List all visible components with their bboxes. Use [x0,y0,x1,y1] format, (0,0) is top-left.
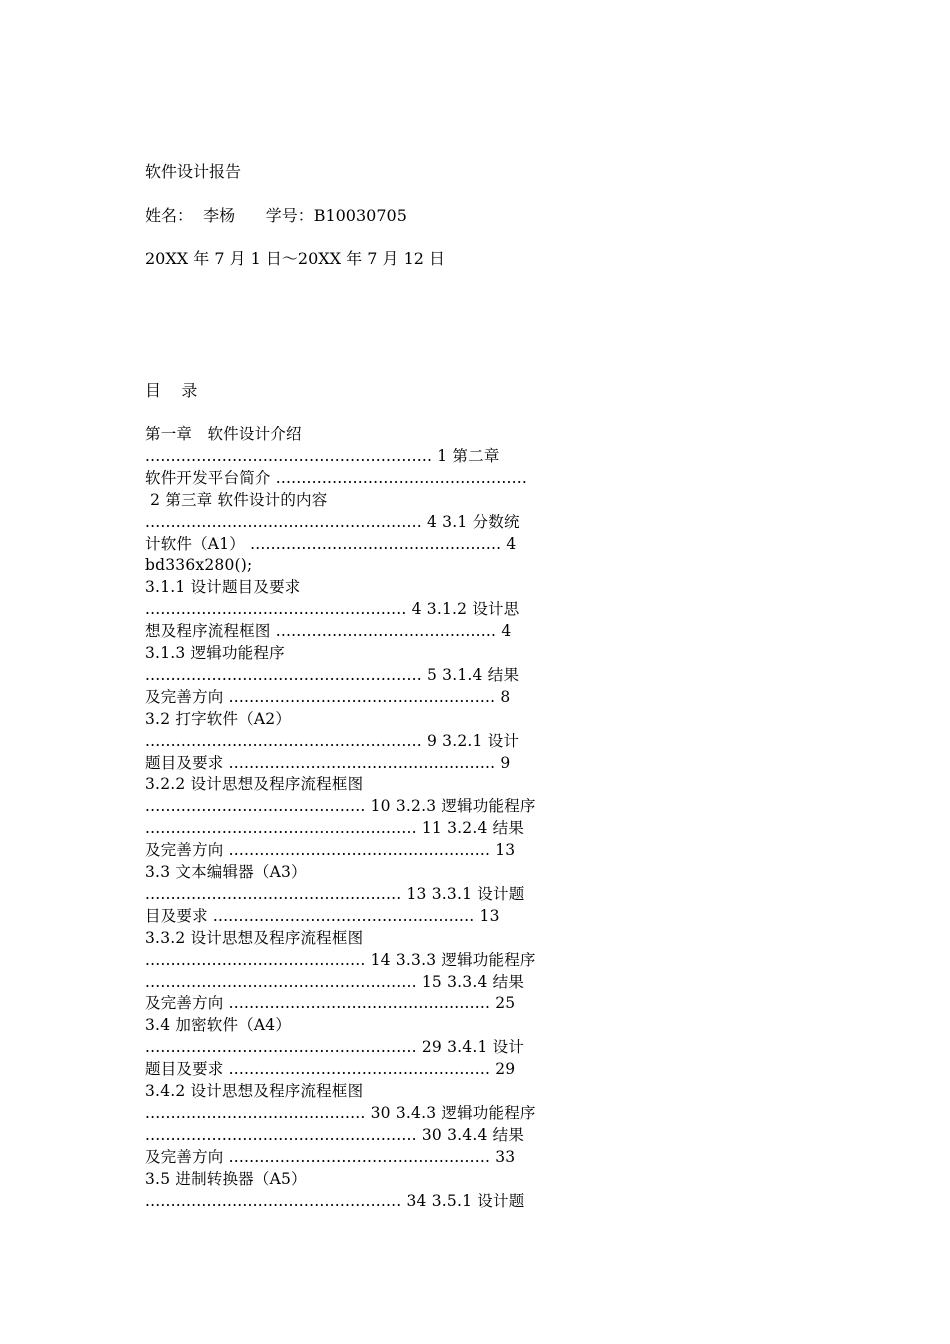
toc-line: 目及要求 ................................................... 13 [145,906,500,925]
toc-line: 3.2.2 设计思想及程序流程框图 [145,775,364,794]
toc-line: ..................................................... 30 3.4.4 结果 [145,1125,525,1144]
toc-line: 3.4 加密软件（A4） [145,1016,292,1035]
toc-line: 2 第三章 软件设计的内容 [145,490,328,509]
student-info-line: 姓名： 李杨 学号：B10030705 [145,206,407,225]
toc-line: 及完善方向 ................................................... 13 [145,841,516,860]
toc-line: ........................................... 14 3.3.3 逻辑功能程序 [145,950,536,969]
toc-line: 及完善方向 ................................................... 25 [145,994,516,1013]
toc-line: 第一章 软件设计介绍 [145,425,302,443]
toc-line: 3.1.3 逻辑功能程序 [145,644,285,662]
toc-line: 题目及要求 ................................................... 29 [145,1060,516,1079]
toc-heading: 目 录 [145,381,198,400]
toc-line: .................................................. 34 3.5.1 设计题 [145,1191,525,1210]
toc-line: 软件开发平台简介 ................................................. [145,468,527,487]
toc-line: ..................................................... 29 3.4.1 设计 [145,1038,525,1057]
toc-line: 计软件（A1） ................................................. 4 [145,534,517,553]
toc-line: bd336x280(); [145,556,253,575]
toc-line: 及完善方向 .................................................... 8 [145,687,511,706]
toc-line: ........................................... 10 3.2.3 逻辑功能程序 [145,797,536,816]
toc-line: 题目及要求 .................................................... 9 [145,753,511,772]
toc-line: 想及程序流程框图 ........................................... 4 [145,622,512,641]
toc-line: 3.4.2 设计思想及程序流程框图 [145,1082,364,1100]
toc-line: ..................................................... 15 3.3.4 结果 [145,972,525,991]
toc-line: 3.3 文本编辑器（A3） [145,863,307,881]
report-title: 软件设计报告 [145,162,242,181]
toc-line: ................................................... 4 3.1.2 设计思 [145,600,520,619]
toc-line: 及完善方向 ................................................... 33 [145,1147,516,1166]
toc-line: .................................................. 13 3.3.1 设计题 [145,884,525,903]
date-range-line: 20XX 年 7 月 1 日～20XX 年 7 月 12 日 [145,249,446,268]
toc-line: ........................................................ 1 第二章 [145,446,500,465]
toc-line: ..................................................... 11 3.2.4 结果 [145,819,525,838]
toc-line: 3.2 打字软件（A2） [145,709,292,728]
toc-line: 3.3.2 设计思想及程序流程框图 [145,928,364,947]
toc-line: 3.1.1 设计题目及要求 [145,578,301,597]
toc-line: ...................................................... 5 3.1.4 结果 [145,665,520,684]
toc-line: ...................................................... 9 3.2.1 设计 [145,731,520,750]
toc-line: ........................................... 30 3.4.3 逻辑功能程序 [145,1103,536,1122]
toc-line: 3.5 进制转换器（A5） [145,1169,307,1188]
toc-line: ...................................................... 4 3.1 分数统 [145,512,520,531]
